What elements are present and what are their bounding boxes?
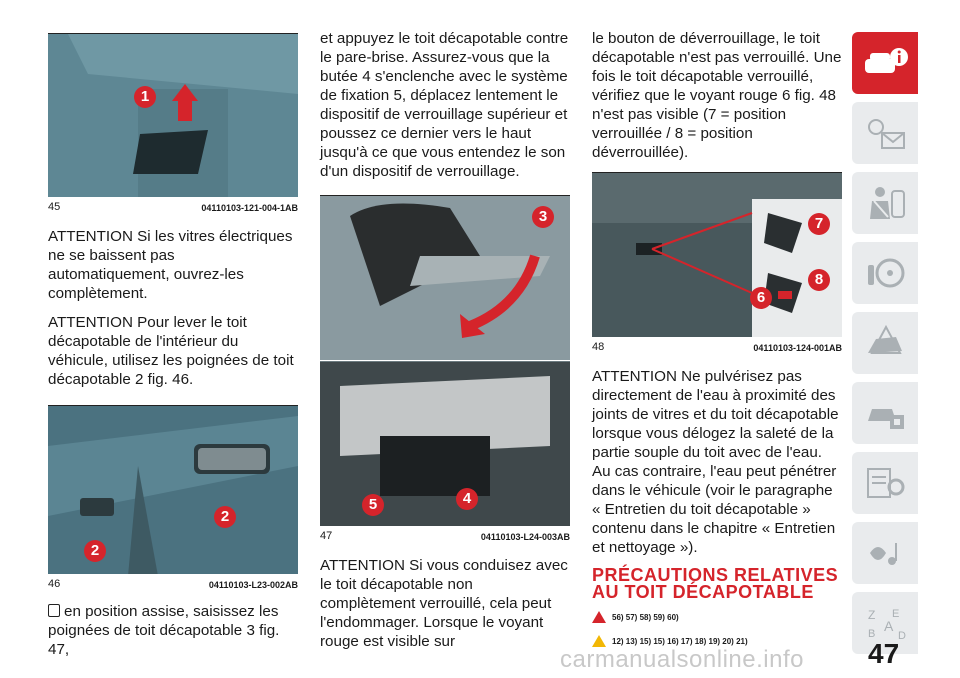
paragraph: et appuyez le toit décapotable contre le pare-brise. Assurez-vous que la butée 4 s'enclenche avec le système de fixation 5, déplacez lentement le dispositif de verrouillage supérieur et poussez ce dernier vers le haut jusqu'à ce que vous entendez le son d'un dispositif de verrouillage.	[320, 30, 569, 180]
column-1	[48, 0, 298, 669]
figure-code: 04110103-124-001AB	[753, 343, 842, 353]
figure-47	[320, 196, 570, 526]
warning-triangle-icon	[592, 611, 606, 623]
figure-46	[48, 406, 298, 574]
callout-6: 6	[750, 287, 772, 309]
figure-48-caption	[592, 341, 842, 353]
seatbelt-safety-icon	[862, 183, 908, 223]
chapter-sidebar	[852, 32, 918, 662]
warning-refs-text: 56) 57) 58) 59) 60)	[612, 612, 679, 622]
sidebar-item-safety[interactable]	[852, 172, 918, 234]
svg-text:B: B	[868, 628, 876, 640]
figure-48-photo	[592, 173, 842, 337]
figure-48	[592, 173, 842, 337]
figure-number: 46	[48, 578, 61, 590]
figure-45-photo	[48, 34, 298, 197]
callout-3: 3	[532, 206, 554, 228]
sidebar-item-starting-driving[interactable]	[852, 242, 918, 304]
callout-8: 8	[808, 269, 830, 291]
steering-start-icon	[862, 253, 908, 293]
callout-2: 2	[214, 506, 236, 528]
figure-47-caption	[320, 530, 570, 542]
sidebar-item-emergency[interactable]	[852, 312, 918, 374]
figure-code: 04110103-L23-002AB	[208, 580, 298, 590]
paragraph: le bouton de déverrouillage, le toit décapotable n'est pas verrouillé. Une fois le toit décapotable verrouillé, vérifiez que le voyant rouge 6 fig. 48 n'est pas visible (7 = position verrouillée / 8 = position déverrouillée).	[592, 30, 842, 161]
technical-data-icon	[862, 463, 908, 503]
callout-4: 4	[456, 488, 478, 510]
column-3	[592, 0, 842, 649]
figure-46-caption	[48, 578, 298, 590]
svg-text:D: D	[898, 630, 906, 642]
multimedia-icon	[862, 533, 908, 573]
sidebar-item-multimedia[interactable]	[852, 522, 918, 584]
callout-7: 7	[808, 213, 830, 235]
warning-refs-1	[592, 609, 842, 625]
paragraph: ATTENTION Si les vitres électriques ne se baissent pas automatiquement, ouvrez-les complètement.	[48, 228, 293, 302]
page-number: 47	[868, 638, 900, 669]
paragraph: ATTENTION Pour lever le toit décapotable de l'intérieur du véhicule, utilisez les poignées de toit décapotable 2 fig. 46.	[48, 314, 294, 388]
figure-code: 04110103-L24-003AB	[480, 532, 570, 542]
sidebar-item-warning-lights[interactable]	[852, 102, 918, 164]
index-icon	[862, 603, 908, 643]
column-2	[320, 0, 570, 661]
maintenance-icon	[862, 393, 908, 433]
sidebar-item-maintenance[interactable]	[852, 382, 918, 444]
car-info-icon	[861, 45, 909, 81]
paragraph: ATTENTION Si vous conduisez avec le toit décapotable non complètement verrouillé, cela peut l'endommager. Lorsque le voyant rouge est visible sur	[320, 557, 568, 650]
paragraph: ATTENTION Ne pulvérisez pas directement de l'eau à proximité des joints de vitres et du toit décapotable lorsque vous délogez la saleté de la partie souple du toit avec de l'eau. Au cas contraire, l'eau peut pénétrer dans le véhicule (voir le paragraphe « Entretien du toit décapotable » contenu dans le chapitre « Entretien et nettoyage »).	[592, 368, 839, 556]
paragraph-text: en position assise, saisissez les poignées de toit décapotable 3 fig. 47,	[48, 603, 280, 658]
figure-45-caption	[48, 201, 298, 213]
figure-number: 45	[48, 201, 61, 213]
sidebar-item-car-info[interactable]	[852, 32, 918, 94]
callout-5: 5	[362, 494, 384, 516]
figure-split	[320, 360, 570, 361]
warning-refs-text: 12) 13) 15) 15) 16) 17) 18) 19) 20) 21)	[612, 636, 748, 646]
callout-1: 1	[134, 86, 156, 108]
svg-text:Z: Z	[868, 608, 876, 622]
figure-number: 47	[320, 530, 333, 542]
watermark: carmanualsonline.info	[560, 646, 804, 673]
paragraph	[48, 602, 298, 659]
figure-number: 48	[592, 341, 605, 353]
svg-text:E: E	[892, 608, 900, 620]
figure-code: 04110103-121-004-1AB	[201, 203, 298, 213]
callout-2: 2	[84, 540, 106, 562]
figure-45	[48, 34, 298, 197]
svg-text:A: A	[884, 618, 894, 634]
sidebar-item-technical-data[interactable]	[852, 452, 918, 514]
hand-icon	[48, 604, 60, 617]
warning-lights-icon	[862, 113, 908, 153]
section-heading: PRÉCAUTIONS RELATIVES AU TOIT DÉCAPOTABLE	[592, 565, 839, 602]
figure-47-photo	[320, 196, 570, 526]
emergency-icon	[862, 323, 908, 363]
